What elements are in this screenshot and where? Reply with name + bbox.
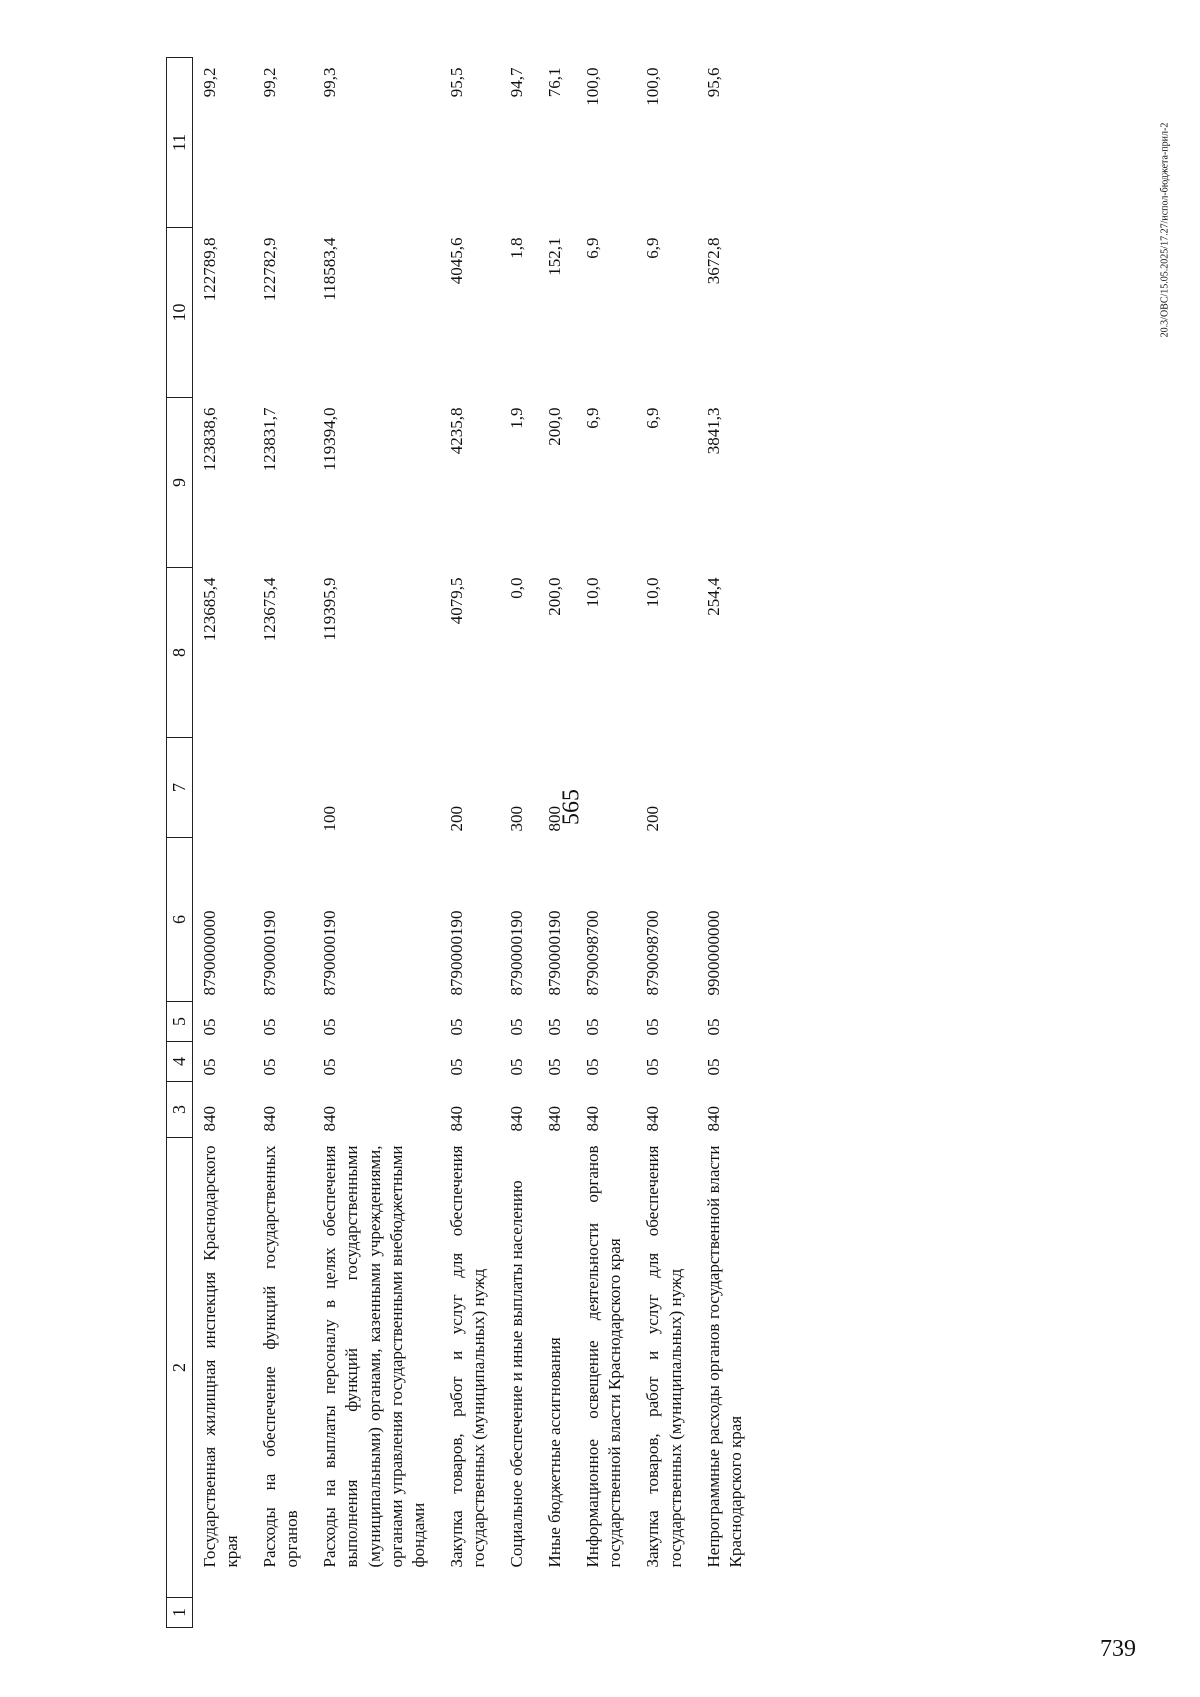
cell-target-article: 8790000190 <box>260 910 280 996</box>
cell-subsection: 05 <box>320 1018 340 1036</box>
cell-target-article: 8790098700 <box>643 910 663 996</box>
cell-admin-code: 840 <box>200 1106 219 1132</box>
col-header-2: 2 <box>167 1138 193 1598</box>
cell-subsection: 05 <box>545 1018 565 1036</box>
cell-description: Закупка товаров, работ и услуг для обеспечения государственных (муниципальных) нужд <box>643 1145 685 1568</box>
col-header-4: 4 <box>167 1042 193 1082</box>
cell-value-11: 100,0 <box>583 67 603 106</box>
cell-value-10: 6,9 <box>583 237 603 259</box>
cell-col-1 <box>500 1598 538 1628</box>
table-row <box>193 58 254 1628</box>
cell-col-1 <box>440 1598 500 1628</box>
cell-value-10: 4045,6 <box>446 237 466 285</box>
cell-col-1 <box>576 1598 636 1628</box>
cell-expense-type <box>576 738 636 838</box>
cell-expense-type <box>697 738 757 838</box>
cell-expense-type: 200 <box>446 806 466 832</box>
cell-admin-code: 840 <box>507 1106 527 1132</box>
cell-target-article: 8790098700 <box>583 910 603 996</box>
cell-value-10: 3672,8 <box>703 237 723 285</box>
cell-section: 05 <box>545 1058 565 1076</box>
cell-description: Непрограммные расходы органов государственной власти Краснодарского края <box>703 1145 745 1568</box>
cell-description: Расходы на выплаты персоналу в целях обеспечения выполнения функций государственными (муниципальными) органами, казенными учреждениями, органами управления государственными внебюджетными фондами <box>320 1145 428 1568</box>
cell-subsection: 05 <box>583 1018 603 1036</box>
cell-subsection: 05 <box>507 1018 527 1036</box>
col-header-1: 1 <box>167 1598 193 1628</box>
cell-subsection: 05 <box>260 1018 280 1036</box>
cell-value-8: 4079,5 <box>446 577 466 625</box>
table-row <box>636 58 696 1628</box>
cell-description: Иные бюджетные ассигнования <box>545 1337 565 1568</box>
cell-target-article: 8790000190 <box>446 910 466 996</box>
page-number-bottom: 739 <box>1100 1636 1136 1662</box>
cell-section: 05 <box>260 1058 280 1076</box>
cell-description: Государственная жилищная инспекция Краснодарского края <box>200 1145 242 1568</box>
cell-value-9: 6,9 <box>583 407 603 429</box>
col-header-7: 7 <box>167 738 193 838</box>
cell-value-10: 118583,4 <box>320 237 340 301</box>
cell-value-10: 152,1 <box>545 237 565 276</box>
cell-value-10: 122782,9 <box>260 237 280 302</box>
table-row <box>697 58 757 1628</box>
cell-value-11: 95,5 <box>446 67 466 98</box>
table-row <box>576 58 636 1628</box>
cell-subsection: 05 <box>643 1018 663 1036</box>
cell-section: 05 <box>446 1058 466 1076</box>
table-row <box>313 58 439 1628</box>
cell-expense-type: 300 <box>507 806 527 832</box>
cell-target-article: 8790000000 <box>200 910 219 996</box>
budget-table <box>166 57 757 1628</box>
cell-admin-code: 840 <box>260 1106 280 1132</box>
cell-value-11: 99,2 <box>260 67 280 98</box>
cell-expense-type: 800 <box>545 806 565 832</box>
cell-value-11: 99,3 <box>320 67 340 98</box>
table-row <box>500 58 538 1628</box>
col-header-10: 10 <box>167 228 193 398</box>
table-row <box>253 58 313 1628</box>
cell-target-article: 9900000000 <box>703 910 723 996</box>
cell-expense-type <box>253 738 313 838</box>
cell-description: Закупка товаров, работ и услуг для обеспечения государственных (муниципальных) нужд <box>446 1145 488 1568</box>
cell-section: 05 <box>703 1058 723 1076</box>
cell-value-8: 119395,9 <box>320 577 340 641</box>
cell-value-9: 119394,0 <box>320 407 340 471</box>
cell-target-article: 8790000190 <box>320 910 340 996</box>
cell-description: Социальное обеспечение и иные выплаты населению <box>507 1180 527 1568</box>
table-row <box>538 58 576 1628</box>
cell-admin-code: 840 <box>320 1106 340 1132</box>
cell-section: 05 <box>507 1058 527 1076</box>
cell-col-1 <box>253 1598 313 1628</box>
cell-value-9: 3841,3 <box>703 407 723 455</box>
cell-admin-code: 840 <box>545 1106 565 1132</box>
header-row <box>167 58 193 1628</box>
cell-expense-type <box>193 738 254 838</box>
cell-value-10: 122789,8 <box>200 237 219 302</box>
cell-value-8: 254,4 <box>703 577 723 616</box>
cell-value-9: 1,9 <box>507 407 527 429</box>
cell-subsection: 05 <box>200 1018 219 1036</box>
cell-value-11: 99,2 <box>200 67 219 98</box>
cell-value-8: 0,0 <box>507 577 527 599</box>
cell-col-1 <box>538 1598 576 1628</box>
cell-col-1 <box>636 1598 696 1628</box>
cell-target-article: 8790000190 <box>545 910 565 996</box>
cell-admin-code: 840 <box>643 1106 663 1132</box>
cell-section: 05 <box>200 1058 219 1076</box>
cell-value-10: 1,8 <box>507 237 527 259</box>
cell-section: 05 <box>583 1058 603 1076</box>
col-header-3: 3 <box>167 1082 193 1138</box>
cell-col-1 <box>193 1598 254 1628</box>
cell-description: Расходы на обеспечение функций государственных органов <box>260 1145 302 1568</box>
cell-subsection: 05 <box>703 1018 723 1036</box>
col-header-9: 9 <box>167 398 193 568</box>
cell-value-9: 123831,7 <box>260 407 280 472</box>
cell-value-9: 123838,6 <box>200 407 219 472</box>
cell-expense-type: 100 <box>320 806 340 832</box>
cell-section: 05 <box>643 1058 663 1076</box>
cell-value-11: 100,0 <box>643 67 663 106</box>
cell-col-1 <box>313 1598 439 1628</box>
cell-section: 05 <box>320 1058 340 1076</box>
cell-expense-type: 200 <box>643 806 663 832</box>
cell-value-9: 6,9 <box>643 407 663 429</box>
cell-value-8: 10,0 <box>583 577 603 608</box>
cell-value-8: 123675,4 <box>260 577 280 642</box>
cell-value-10: 6,9 <box>643 237 663 259</box>
cell-value-9: 4235,8 <box>446 407 466 455</box>
col-header-11: 11 <box>167 58 193 228</box>
col-header-8: 8 <box>167 568 193 738</box>
cell-value-8: 200,0 <box>545 577 565 616</box>
cell-col-1 <box>697 1598 757 1628</box>
col-header-6: 6 <box>167 838 193 1002</box>
cell-description: Информационное освещение деятельности органов государственной власти Краснодарского края <box>583 1145 625 1568</box>
col-header-5: 5 <box>167 1002 193 1042</box>
cell-value-8: 123685,4 <box>200 577 219 642</box>
cell-target-article: 8790000190 <box>507 910 527 996</box>
rotated-table-container <box>166 57 757 1628</box>
cell-admin-code: 840 <box>703 1106 723 1132</box>
cell-value-8: 10,0 <box>643 577 663 608</box>
cell-value-9: 200,0 <box>545 407 565 446</box>
cell-subsection: 05 <box>446 1018 466 1036</box>
cell-value-11: 95,6 <box>703 67 723 98</box>
cell-value-11: 76,1 <box>545 67 565 98</box>
cell-admin-code: 840 <box>446 1106 466 1132</box>
cell-value-11: 94,7 <box>507 67 527 98</box>
table-row <box>440 58 500 1628</box>
cell-admin-code: 840 <box>583 1106 603 1132</box>
